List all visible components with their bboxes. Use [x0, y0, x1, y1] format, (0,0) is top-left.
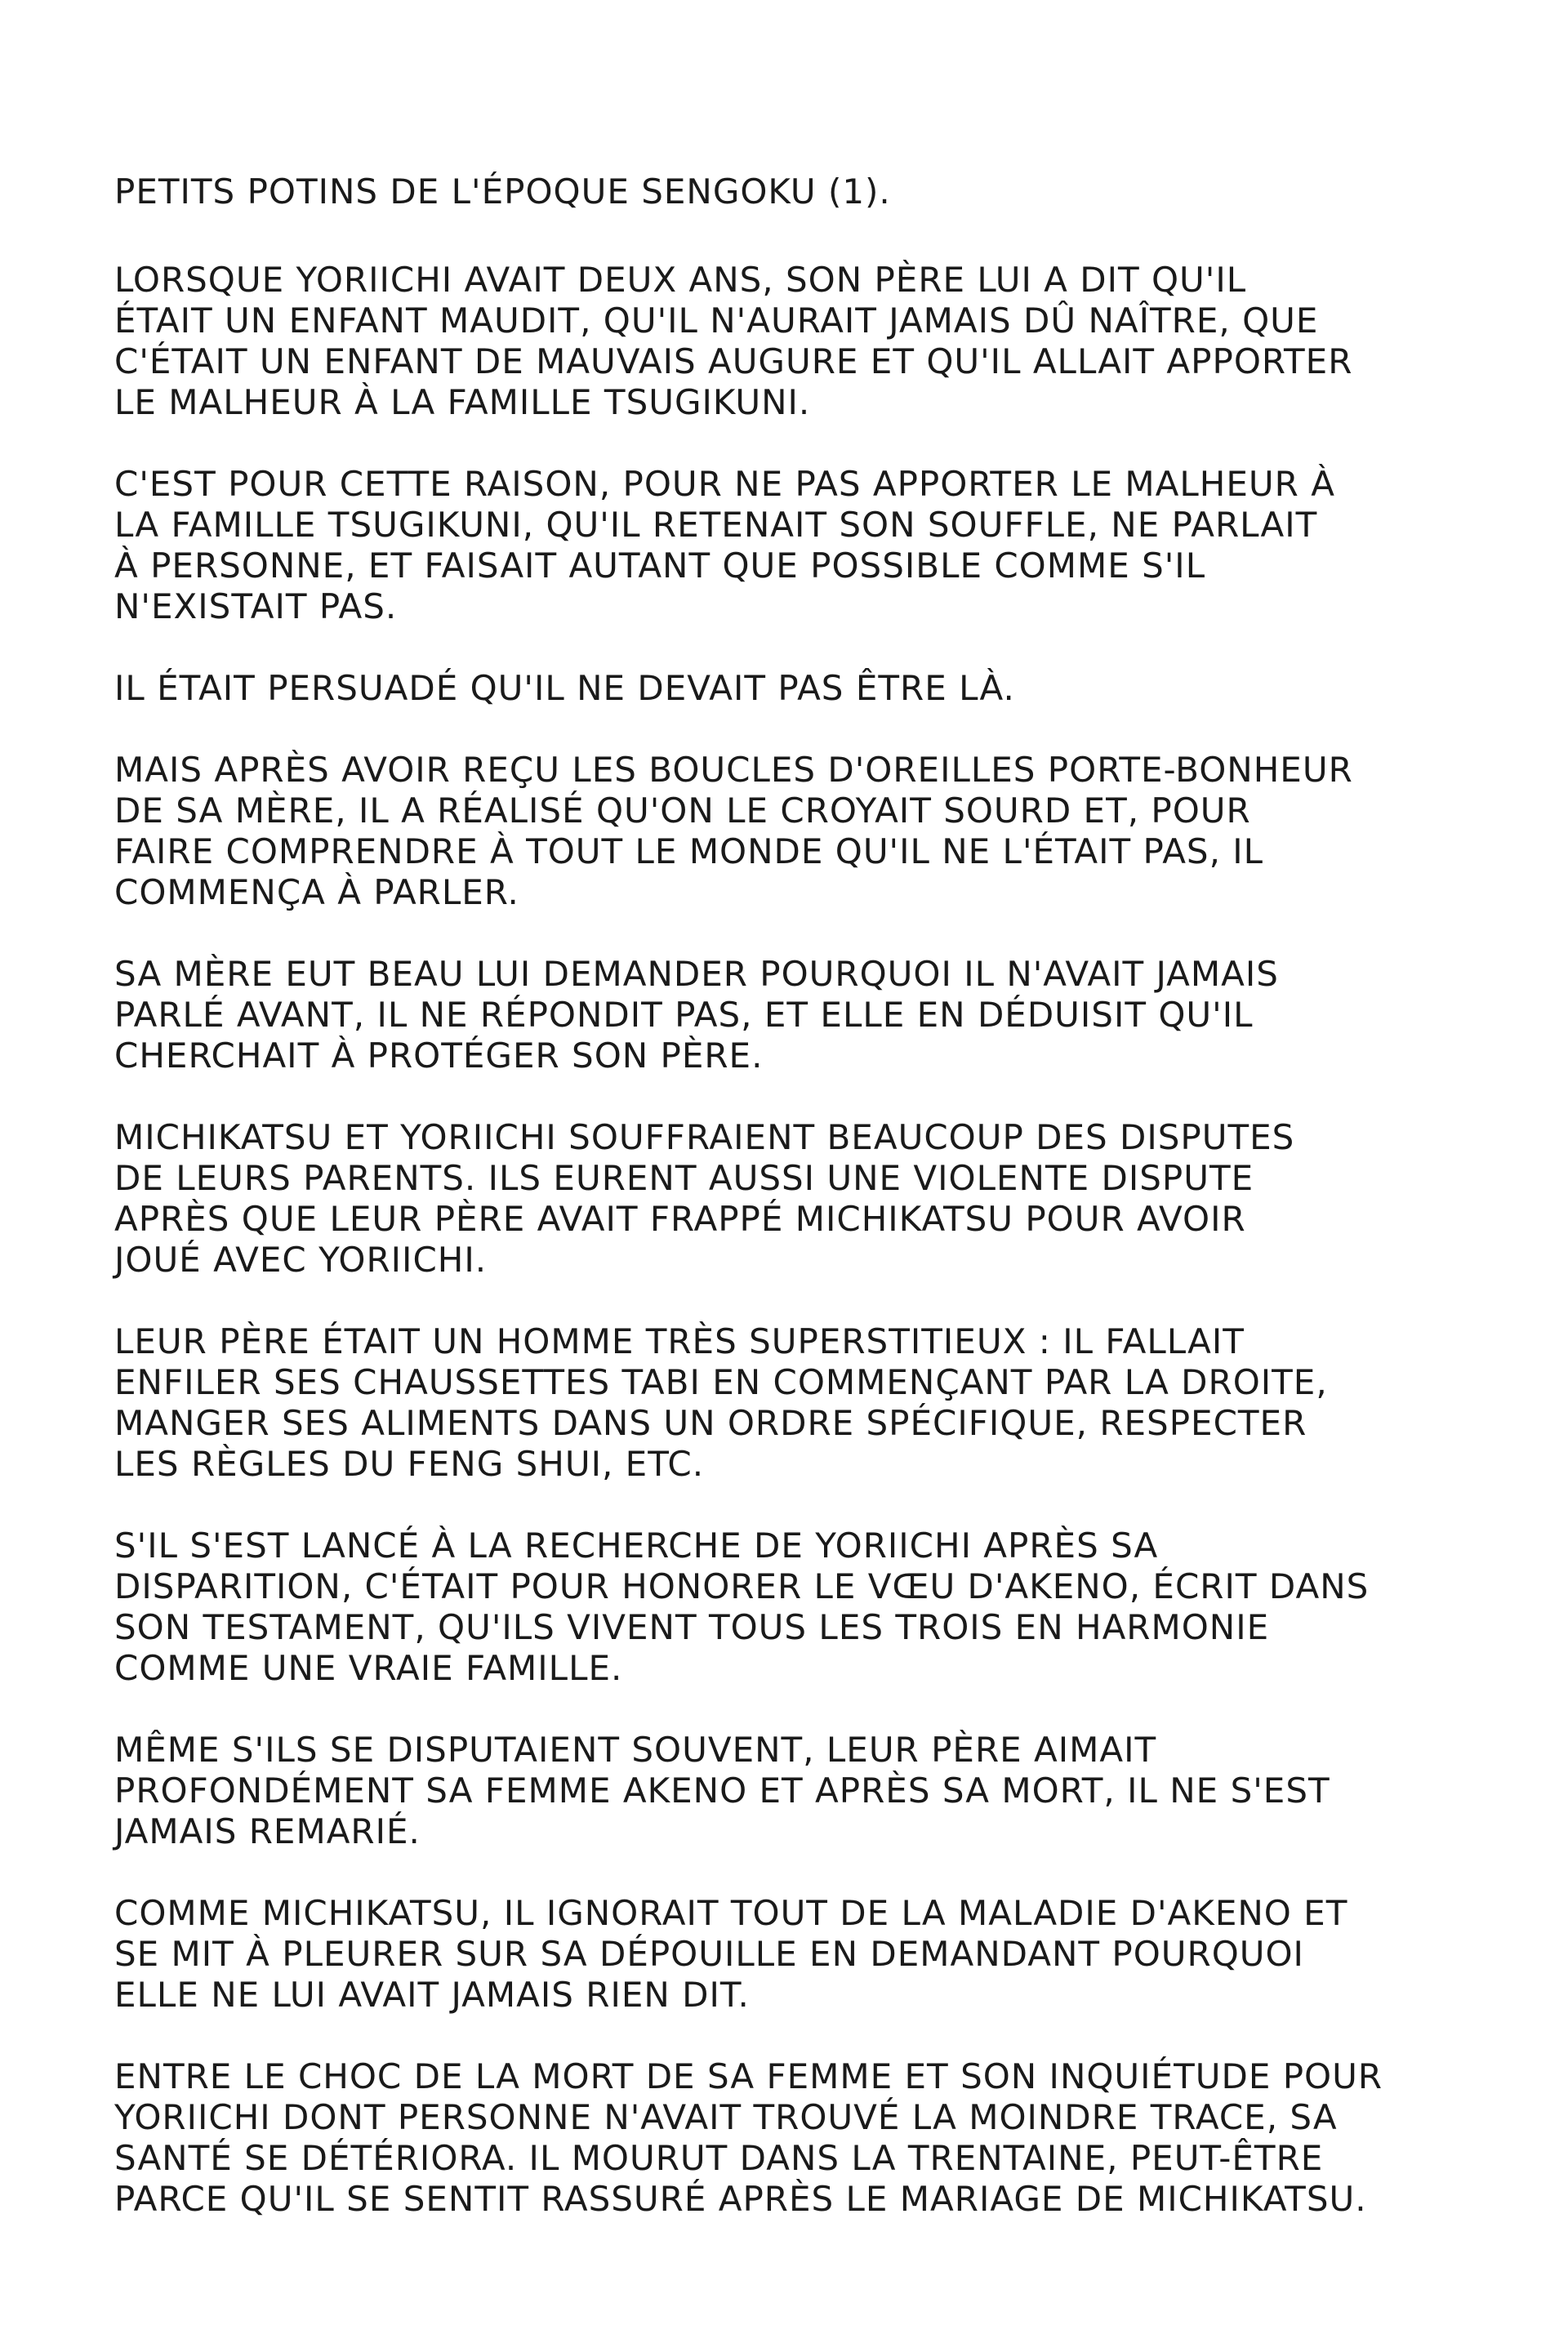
text-line: JOUÉ AVEC YORIICHI.	[114, 1240, 488, 1280]
paragraph	[114, 1526, 1370, 1689]
text-line: PROFONDÉMENT SA FEMME AKENO ET APRÈS SA MORT, IL NE S'EST	[114, 1771, 1330, 1811]
text-line: MICHIKATSU ET YORIICHI SOUFFRAIENT BEAUCOUP DES DISPUTES	[114, 1117, 1295, 1157]
text-line: LE MALHEUR À LA FAMILLE TSUGIKUNI.	[114, 382, 811, 422]
page-content	[114, 172, 1383, 2261]
text-line: DISPARITION, C'ÉTAIT POUR HONORER LE VŒU D'AKENO, ÉCRIT DANS	[114, 1566, 1370, 1606]
text-line: IL ÉTAIT PERSUADÉ QU'IL NE DEVAIT PAS ÊTRE LÀ.	[114, 668, 1015, 708]
text-line: ELLE NE LUI AVAIT JAMAIS RIEN DIT.	[114, 1975, 750, 2015]
text-line: LA FAMILLE TSUGIKUNI, QU'IL RETENAIT SON SOUFFLE, NE PARLAIT	[114, 505, 1318, 545]
text-line: SANTÉ SE DÉTÉRIORA. IL MOURUT DANS LA TRENTAINE, PEUT-ÊTRE	[114, 2138, 1324, 2178]
paragraph	[114, 668, 1339, 709]
text-line: DE SA MÈRE, IL A RÉALISÉ QU'ON LE CROYAIT SOURD ET, POUR	[114, 791, 1251, 831]
page-title: PETITS POTINS DE L'ÉPOQUE SENGOKU (1).	[114, 172, 891, 212]
text-line: MANGER SES ALIMENTS DANS UN ORDRE SPÉCIFIQUE, RESPECTER	[114, 1403, 1307, 1443]
paragraph	[114, 1893, 1348, 2016]
paragraph	[114, 1730, 1339, 1852]
text-line: ENFILER SES CHAUSSETTES TABI EN COMMENÇANT PAR LA DROITE,	[114, 1362, 1328, 1402]
text-line: SE MIT À PLEURER SUR SA DÉPOUILLE EN DEMANDANT POURQUOI	[114, 1934, 1304, 1974]
text-line: ENTRE LE CHOC DE LA MORT DE SA FEMME ET SON INQUIÉTUDE POUR	[114, 2056, 1383, 2096]
paragraph	[114, 954, 1339, 1076]
text-line: N'EXISTAIT PAS.	[114, 586, 398, 626]
text-line: À PERSONNE, ET FAISAIT AUTANT QUE POSSIBLE COMME S'IL	[114, 546, 1206, 586]
paragraph	[114, 464, 1339, 627]
text-line: LEUR PÈRE ÉTAIT UN HOMME TRÈS SUPERSTITIEUX : IL FALLAIT	[114, 1321, 1245, 1361]
text-line: C'ÉTAIT UN ENFANT DE MAUVAIS AUGURE ET QU'IL ALLAIT APPORTER	[114, 341, 1353, 381]
text-line: SON TESTAMENT, QU'ILS VIVENT TOUS LES TROIS EN HARMONIE	[114, 1607, 1270, 1647]
text-line: APRÈS QUE LEUR PÈRE AVAIT FRAPPÉ MICHIKATSU POUR AVOIR	[114, 1199, 1246, 1239]
text-line: LORSQUE YORIICHI AVAIT DEUX ANS, SON PÈRE LUI A DIT QU'IL	[114, 260, 1247, 300]
paragraph-list	[114, 260, 1383, 2220]
text-line: DE LEURS PARENTS. ILS EURENT AUSSI UNE VIOLENTE DISPUTE	[114, 1158, 1254, 1198]
text-line: ÉTAIT UN ENFANT MAUDIT, QU'IL N'AURAIT JAMAIS DÛ NAÎTRE, QUE	[114, 301, 1319, 341]
text-line: S'IL S'EST LANCÉ À LA RECHERCHE DE YORIICHI APRÈS SA	[114, 1526, 1159, 1566]
paragraph	[114, 260, 1353, 423]
text-line: JAMAIS REMARIÉ.	[114, 1811, 421, 1851]
text-line: SA MÈRE EUT BEAU LUI DEMANDER POURQUOI IL N'AVAIT JAMAIS	[114, 954, 1279, 994]
text-line: FAIRE COMPRENDRE À TOUT LE MONDE QU'IL NE L'ÉTAIT PAS, IL	[114, 831, 1264, 871]
text-line: COMME MICHIKATSU, IL IGNORAIT TOUT DE LA MALADIE D'AKENO ET	[114, 1893, 1348, 1933]
text-line: COMME UNE VRAIE FAMILLE.	[114, 1648, 623, 1688]
text-line: YORIICHI DONT PERSONNE N'AVAIT TROUVÉ LA MOINDRE TRACE, SA	[114, 2097, 1338, 2137]
text-line: COMMENÇA À PARLER.	[114, 872, 519, 912]
text-line: CHERCHAIT À PROTÉGER SON PÈRE.	[114, 1036, 764, 1076]
text-line: LES RÈGLES DU FENG SHUI, ETC.	[114, 1444, 705, 1484]
text-line: PARLÉ AVANT, IL NE RÉPONDIT PAS, ET ELLE EN DÉDUISIT QU'IL	[114, 995, 1254, 1035]
text-line: MÊME S'ILS SE DISPUTAIENT SOUVENT, LEUR PÈRE AIMAIT	[114, 1730, 1157, 1770]
paragraph	[114, 1321, 1339, 1485]
paragraph	[114, 2056, 1383, 2220]
paragraph	[114, 1117, 1339, 1281]
text-line: PARCE QU'IL SE SENTIT RASSURÉ APRÈS LE MARIAGE DE MICHIKATSU.	[114, 2179, 1367, 2219]
text-line: C'EST POUR CETTE RAISON, POUR NE PAS APPORTER LE MALHEUR À	[114, 464, 1335, 504]
paragraph	[114, 750, 1353, 913]
text-line: MAIS APRÈS AVOIR REÇU LES BOUCLES D'OREILLES PORTE-BONHEUR	[114, 750, 1353, 790]
